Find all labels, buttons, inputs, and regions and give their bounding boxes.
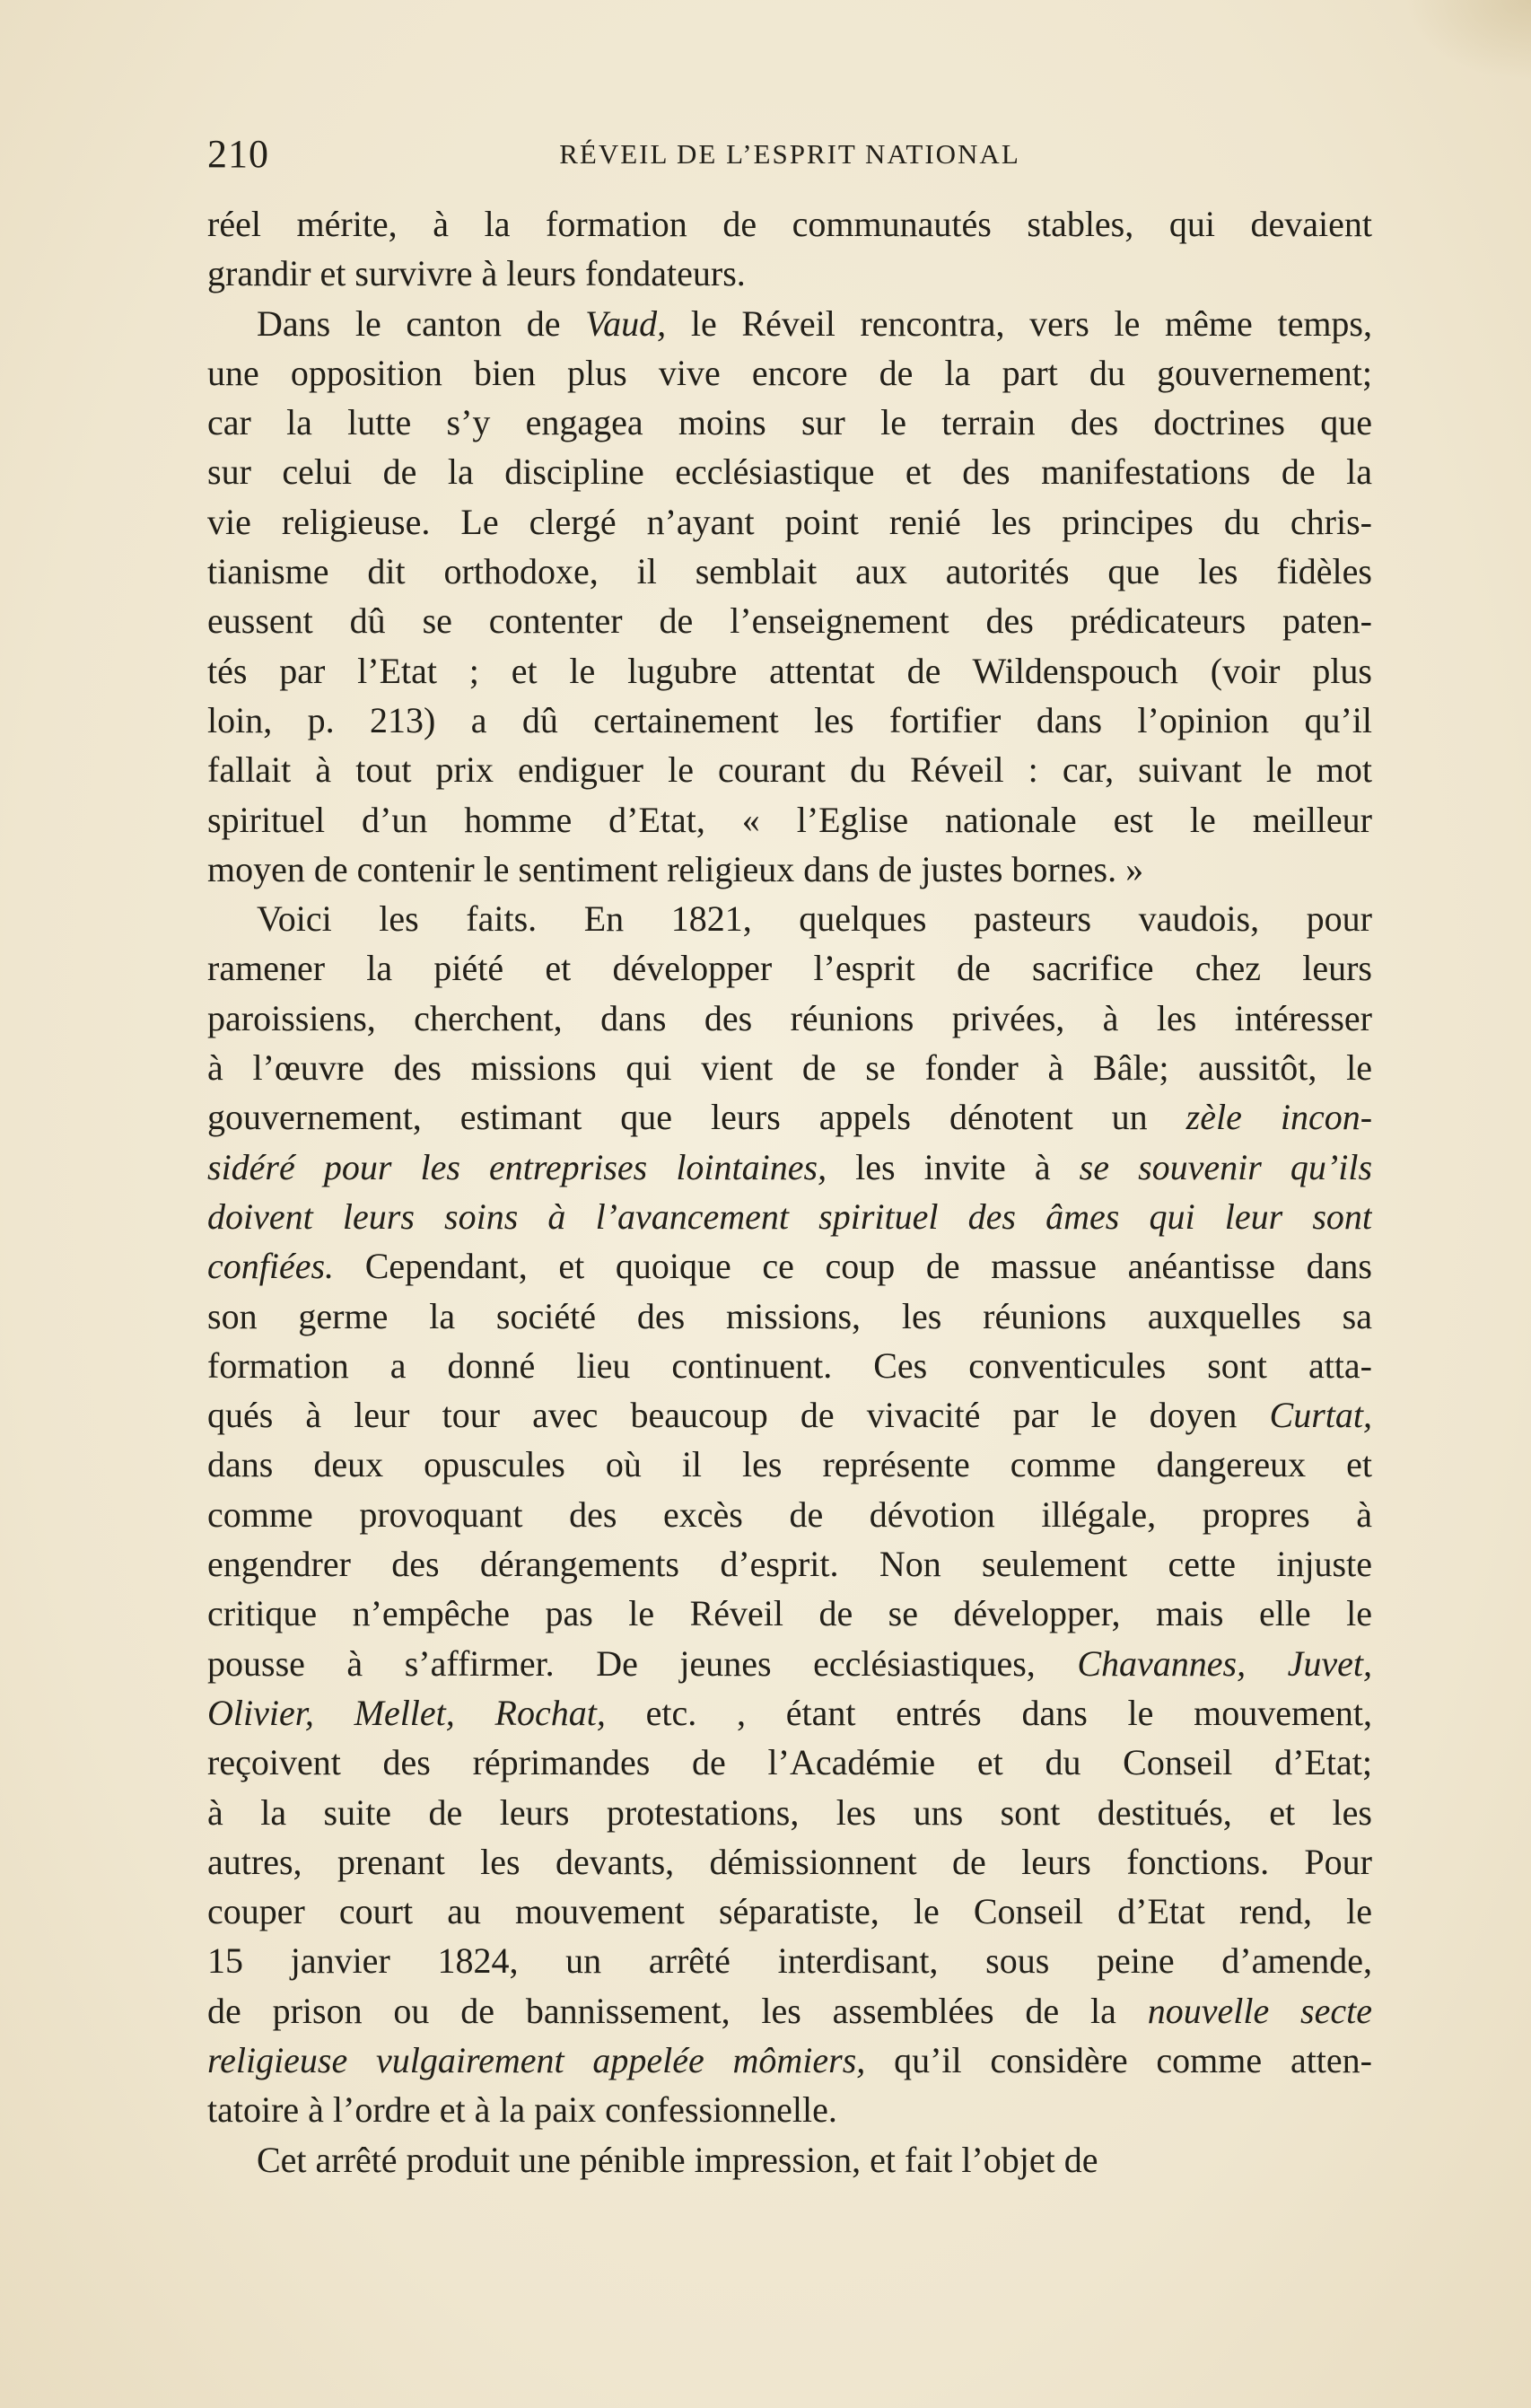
text-segment: qu’il considère comme atten- (865, 2039, 1372, 2080)
text-segment: de prison ou de bannissement, les assemblées de la (207, 1990, 1148, 2031)
text-line (207, 348, 1372, 398)
text-segment: Voici les faits. En 1821, quelques pasteurs vaudois, pour (257, 898, 1372, 940)
text-line (207, 994, 1372, 1043)
paper-stain (1405, 0, 1531, 81)
italic-text: Olivier, Mellet, Rochat, (207, 1692, 606, 1733)
text-line (207, 646, 1372, 696)
text-line (207, 398, 1372, 447)
text-line (207, 1589, 1372, 1638)
text-segment: Cet arrêté produit une pénible impression, et fait l’objet de (257, 2139, 1098, 2180)
text-line (207, 199, 1372, 249)
page-header (207, 127, 1372, 181)
text-line (207, 943, 1372, 993)
text-line (207, 1143, 1372, 1192)
text-segment: à la suite de leurs protestations, les uns sont destitués, et les (207, 1791, 1372, 1833)
italic-text: religieuse vulgairement appelée mômiers, (207, 2039, 866, 2080)
text-segment: tianisme dit orthodoxe, il semblait aux autorités que les fidèles (207, 551, 1372, 592)
text-line (207, 497, 1372, 547)
text-line (207, 1440, 1372, 1489)
italic-text: Chavannes, Juvet, (1077, 1642, 1372, 1684)
running-title: RÉVEIL DE L’ESPRIT NATIONAL (559, 138, 1020, 170)
text-segment: 15 janvier 1824, un arrêté interdisant, sous peine d’amende, (207, 1940, 1372, 1982)
text-segment: une opposition bien plus vive encore de la part du gouvernement; (207, 352, 1372, 393)
text-segment: comme provoquant des excès de dévotion illégale, propres à (207, 1493, 1372, 1535)
italic-text: Vaud, (585, 302, 667, 344)
text-line (207, 696, 1372, 745)
text-segment: tatoire à l’ordre et à la paix confessionnelle. (207, 2089, 837, 2131)
text-line (207, 1788, 1372, 1837)
italic-text: sidéré pour les entreprises lointaines, (207, 1146, 827, 1187)
text-line (207, 447, 1372, 496)
text-segment: le Réveil rencontra, vers le même temps, (666, 302, 1372, 344)
text-segment: dans deux opuscules où il les représente comme dangereux et (207, 1444, 1372, 1485)
text-line (207, 1936, 1372, 1985)
text-line (207, 795, 1372, 845)
text-line (207, 845, 1372, 894)
body-text (207, 199, 1372, 2185)
text-line (207, 1837, 1372, 1887)
italic-text: Curtat, (1269, 1395, 1372, 1436)
italic-text: zèle incon- (1185, 1097, 1372, 1138)
text-line (207, 547, 1372, 596)
text-line (207, 1043, 1372, 1092)
text-segment: tés par l’Etat ; et le lugubre attentat de Wildenspouch (voir plus (207, 650, 1372, 691)
text-segment: moyen de contenir le sentiment religieux dans de justes bornes. » (207, 848, 1144, 889)
text-line (207, 299, 1372, 348)
text-line (207, 2085, 1372, 2134)
text-line (207, 1738, 1372, 1787)
text-line (207, 596, 1372, 645)
text-line (207, 249, 1372, 298)
text-segment: engendrer des dérangements d’esprit. Non seulement cette injuste (207, 1544, 1372, 1585)
text-segment: car la lutte s’y engagea moins sur le terrain des doctrines que (207, 402, 1372, 443)
text-segment: sur celui de la discipline ecclésiastique et des manifestations de la (207, 451, 1372, 493)
italic-text: nouvelle secte (1147, 1990, 1372, 2031)
text-line (207, 1292, 1372, 1341)
text-line (207, 1539, 1372, 1589)
text-line (207, 745, 1372, 794)
text-line (207, 1639, 1372, 1688)
text-segment: etc. , étant entrés dans le mouvement, (605, 1692, 1372, 1733)
text-segment: critique n’empêche pas le Réveil de se développer, mais elle le (207, 1593, 1372, 1634)
text-line (207, 1390, 1372, 1440)
text-line (207, 1887, 1372, 1936)
text-segment: Dans le canton de (257, 302, 586, 344)
text-line (207, 1241, 1372, 1291)
text-line (207, 894, 1372, 943)
italic-text: se souvenir qu’ils (1079, 1146, 1372, 1187)
text-line (207, 1092, 1372, 1142)
text-segment: Cependant, et quoique ce coup de massue anéantisse dans (334, 1246, 1372, 1287)
text-segment: autres, prenant les devants, démissionnent de leurs fonctions. Pour (207, 1841, 1372, 1882)
text-segment: reçoivent des réprimandes de l’Académie et du Conseil d’Etat; (207, 1742, 1372, 1783)
text-segment: paroissiens, cherchent, dans des réunions privées, à les intéresser (207, 997, 1372, 1038)
text-segment: à l’œuvre des missions qui vient de se fonder à Bâle; aussitôt, le (207, 1047, 1372, 1089)
text-line (207, 1986, 1372, 2036)
text-segment: qués à leur tour avec beaucoup de vivacité par le doyen (207, 1395, 1270, 1436)
italic-text: doivent leurs soins à l’avancement spirituel des âmes qui leur sont (207, 1195, 1372, 1237)
text-line (207, 1192, 1372, 1241)
italic-text: confiées. (207, 1246, 335, 1287)
text-segment: vie religieuse. Le clergé n’ayant point renié les principes du chris- (207, 501, 1372, 542)
text-line (207, 1490, 1372, 1539)
text-segment: grandir et survivre à leurs fondateurs. (207, 253, 746, 294)
text-segment: fallait à tout prix endiguer le courant du Réveil : car, suivant le mot (207, 749, 1372, 791)
text-line (207, 2135, 1372, 2185)
text-segment: couper court au mouvement séparatiste, le Conseil d’Etat rend, le (207, 1891, 1372, 1932)
text-segment: ramener la piété et développer l’esprit de sacrifice chez leurs (207, 948, 1372, 989)
text-segment: pousse à s’affirmer. De jeunes ecclésiastiques, (207, 1642, 1078, 1684)
text-segment: gouvernement, estimant que leurs appels dénotent un (207, 1097, 1186, 1138)
text-segment: spirituel d’un homme d’Etat, « l’Eglise nationale est le meilleur (207, 799, 1372, 840)
text-line (207, 1341, 1372, 1390)
text-line (207, 2036, 1372, 2085)
text-segment: formation a donné lieu continuent. Ces conventicules sont atta- (207, 1344, 1372, 1386)
text-line (207, 1688, 1372, 1738)
text-segment: loin, p. 213) a dû certainement les fortifier dans l’opinion qu’il (207, 699, 1372, 740)
text-segment: son germe la société des missions, les réunions auxquelles sa (207, 1295, 1372, 1336)
text-segment: eussent dû se contenter de l’enseignement des prédicateurs paten- (207, 600, 1372, 642)
text-segment: réel mérite, à la formation de communautés stables, qui devaient (207, 204, 1372, 244)
text-segment: les invite à (827, 1146, 1080, 1187)
page-number: 210 (207, 132, 269, 176)
